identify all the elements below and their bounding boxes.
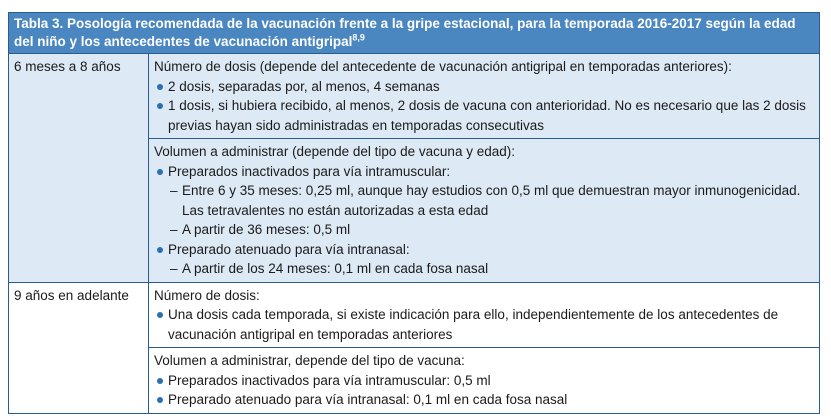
dosage-table xyxy=(8,12,820,414)
doses-heading: Número de dosis: xyxy=(154,287,260,303)
dash: – xyxy=(170,261,178,276)
list-item: Preparados inactivados para vía intramuscular: xyxy=(154,162,813,182)
table-number: Tabla 3. xyxy=(14,16,64,31)
volume-heading: Volumen a administrar (depende del tipo de vacuna y edad): xyxy=(154,144,515,159)
title-references: 8,9 xyxy=(352,32,365,43)
table-row xyxy=(9,282,819,413)
sub-item-text: A partir de 36 meses: 0,5 ml xyxy=(182,222,351,237)
volume-cell xyxy=(149,138,819,282)
sub-item xyxy=(154,220,813,240)
list-item: Preparado atenuado para vía intranasal: 0,1 ml en cada fosa nasal xyxy=(154,390,813,410)
doses-heading: Número de dosis (depende del antecedente de vacunación antigripal en temporadas anteriores): xyxy=(154,59,732,74)
age-group: 6 meses a 8 años xyxy=(9,54,149,282)
sub-item xyxy=(154,181,813,220)
list-item: Preparados inactivados para vía intramuscular: 0,5 ml xyxy=(154,371,813,391)
list-item: Una dosis cada temporada, si existe indicación para ello, independientemente de los antecedentes de vacunación antigripal en temporadas anteriores xyxy=(154,305,813,344)
list-item: 2 dosis, separadas por, al menos, 4 semanas xyxy=(154,77,813,97)
sub-item-text: Entre 6 y 35 meses: 0,25 ml, aunque hay estudios con 0,5 ml que demuestran mayor inmunogenicidad. Las tetravalentes no están autorizadas a esta edad xyxy=(182,183,801,218)
volume-cell xyxy=(149,347,819,413)
dash: – xyxy=(170,183,178,198)
doses-cell xyxy=(149,54,819,138)
age-group: 9 años en adelante xyxy=(9,283,149,413)
title-text: Posología recomendada de la vacunación frente a la gripe estacional, para la temporada 2016-2017 según la edad del niño y los antecedentes de vacunación antigripal xyxy=(14,16,796,49)
volume-heading: Volumen a administrar, depende del tipo de vacuna: xyxy=(154,353,465,368)
list-item: 1 dosis, si hubiera recibido, al menos, 2 dosis de vacuna con anterioridad. No es necesario que las 2 dosis previas hayan sido administradas en temporadas consecutivas xyxy=(154,96,813,135)
list-item: Preparado atenuado para vía intranasal: xyxy=(154,240,813,260)
table-title xyxy=(9,13,819,54)
table-row xyxy=(9,54,819,282)
sub-item-text: A partir de los 24 meses: 0,1 ml en cada fosa nasal xyxy=(182,261,489,276)
doses-cell xyxy=(149,283,819,348)
dash: – xyxy=(170,222,178,237)
sub-item xyxy=(154,259,813,279)
